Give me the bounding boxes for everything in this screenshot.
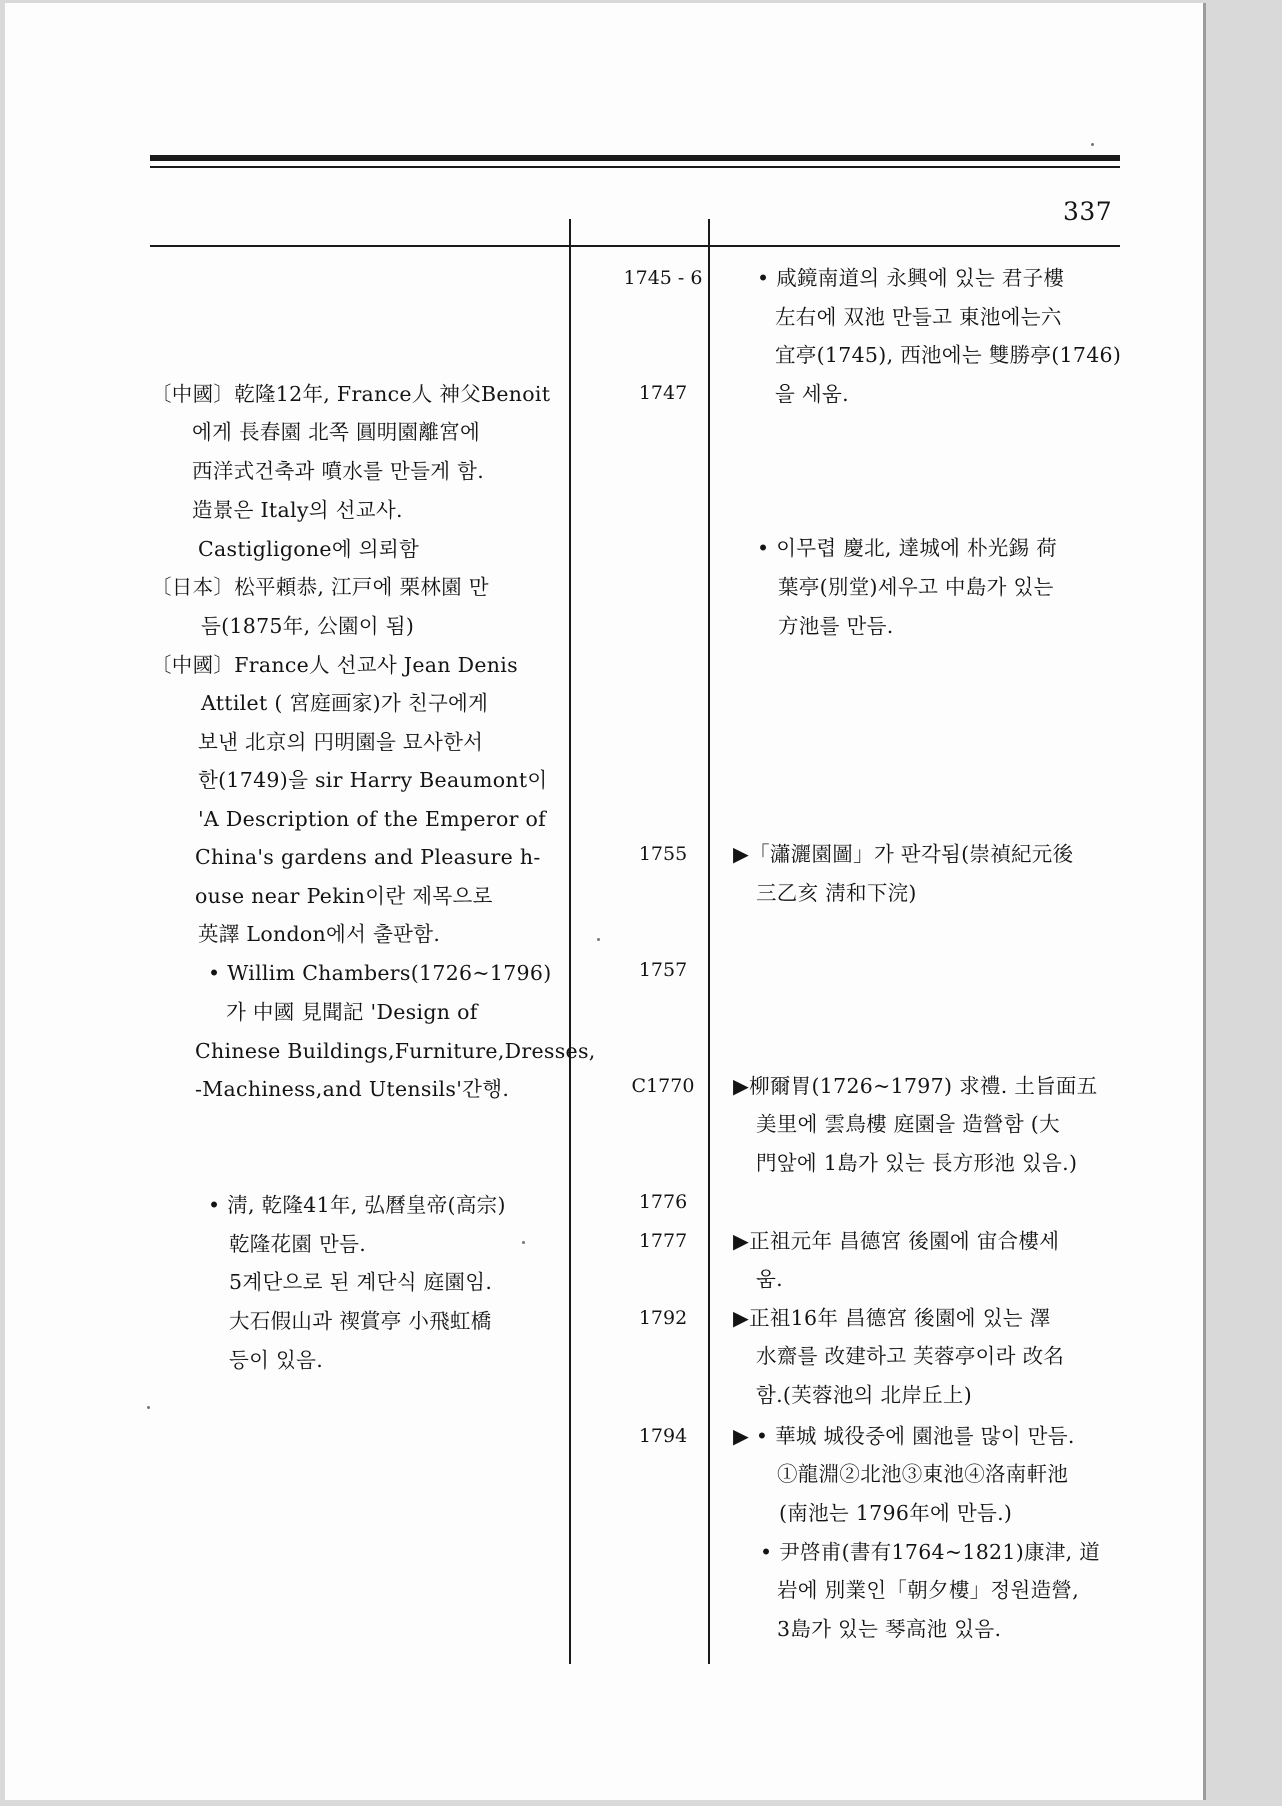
right-line: • 尹啓甫(書有1764~1821)康津, 道	[760, 1540, 1101, 1564]
right-line: • 咸鏡南道의 永興에 있는 君子樓	[757, 266, 1065, 290]
left-line: 〔中國〕乾隆12年, France人 神父Benoit	[151, 382, 551, 406]
year-cell: 1757	[638, 959, 688, 981]
left-line: 한(1749)을 sir Harry Beaumont이	[198, 768, 548, 792]
right-line: 움.	[756, 1267, 783, 1291]
year-cell: 1745 - 6	[623, 267, 703, 289]
scan-speck	[147, 1406, 150, 1409]
right-line: (南池는 1796年에 만듬.)	[779, 1501, 1013, 1525]
left-line: 5계단으로 된 계단식 庭園임.	[229, 1270, 493, 1294]
left-line: China's gardens and Pleasure h-	[195, 845, 541, 869]
right-line: ▶柳爾胃(1726~1797) 求禮. 土旨面五	[733, 1074, 1098, 1098]
right-line: ①龍淵②北池③東池④洛南軒池	[777, 1462, 1069, 1486]
table-top-rule	[150, 245, 1120, 247]
left-line: 乾隆花園 만듬.	[229, 1232, 367, 1256]
header-rule-thick	[150, 155, 1120, 161]
scan-speck	[1091, 143, 1094, 146]
left-line: 듬(1875年, 公園이 됨)	[201, 614, 415, 638]
right-line: ▶正祖16年 昌德宮 後園에 있는 澤	[733, 1306, 1051, 1330]
left-line: 〔日本〕松平頼恭, 江戸에 栗林園 만	[151, 575, 489, 599]
left-line: 造景은 Italy의 선교사.	[192, 498, 403, 522]
right-line: 三乙亥 淸和下浣)	[756, 881, 917, 905]
right-line: 宜亭(1745), 西池에는 雙勝亭(1746)	[775, 343, 1122, 367]
year-cell: 1755	[638, 843, 688, 865]
right-line: 3島가 있는 琴高池 있음.	[777, 1617, 1002, 1641]
scan-speck	[522, 1241, 525, 1244]
year-cell: 1777	[638, 1230, 688, 1252]
right-line: 함.(芙蓉池의 北岸丘上)	[756, 1383, 973, 1407]
right-line: 左右에 双池 만들고 東池에는六	[775, 305, 1062, 329]
right-line: • 이무렵 慶北, 達城에 朴光錫 荷	[757, 536, 1058, 560]
year-cell: C1770	[631, 1075, 695, 1097]
left-line: Castigligone에 의뢰함	[198, 537, 420, 561]
right-line: 水齋를 改建하고 芙蓉亭이라 改名	[756, 1344, 1065, 1368]
left-line: 〔中國〕France人 선교사 Jean Denis	[151, 653, 518, 677]
right-line: 門앞에 1島가 있는 長方形池 있음.)	[756, 1151, 1078, 1175]
right-line: ▶「瀟灑園圖」가 판각됨(崇禎紀元後	[733, 842, 1074, 866]
left-line: -Machiness,and Utensils'간행.	[195, 1077, 510, 1101]
right-line: 을 세움.	[775, 382, 849, 406]
right-line: ▶正祖元年 昌德宮 後園에 宙合樓세	[733, 1229, 1060, 1253]
year-cell: 1776	[638, 1191, 688, 1213]
left-line: • 淸, 乾隆41年, 弘曆皇帝(高宗)	[208, 1193, 506, 1217]
header-rule-thin	[150, 166, 1120, 168]
left-line: 'A Description of the Emperor of	[198, 807, 547, 831]
year-cell: 1747	[638, 382, 688, 404]
left-line: 등이 있음.	[229, 1348, 324, 1372]
left-line: ouse near Pekin이란 제목으로	[195, 884, 493, 908]
year-cell: 1792	[638, 1307, 688, 1329]
right-line: 岩에 別業인「朝夕樓」정원造營,	[777, 1578, 1080, 1602]
page-number: 337	[1063, 197, 1113, 226]
right-line: 方池를 만듬.	[778, 614, 894, 638]
column-divider-left	[569, 219, 571, 1664]
page	[5, 3, 1203, 1800]
left-line: • Willim Chambers(1726~1796)	[208, 961, 552, 985]
left-line: 에게 長春園 北쪽 圓明園離宮에	[192, 420, 481, 444]
scan-speck	[597, 938, 600, 941]
right-line: ▶ • 華城 城役중에 園池를 많이 만듬.	[733, 1424, 1075, 1448]
left-line: Chinese Buildings,Furniture,Dresses,	[195, 1039, 596, 1063]
left-line: Attilet ( 宮庭画家)가 친구에게	[201, 691, 489, 715]
right-line: 美里에 雲鳥樓 庭園을 造營함 (大	[756, 1112, 1060, 1136]
year-cell: 1794	[638, 1425, 688, 1447]
left-line: 보낸 北京의 円明園을 묘사한서	[198, 730, 484, 754]
right-line: 葉亭(別堂)세우고 中島가 있는	[778, 575, 1054, 599]
left-line: 英譯 London에서 출판함.	[198, 922, 441, 946]
left-line: 大石假山과 禊賞亭 小飛虹橋	[229, 1309, 492, 1333]
left-line: 가 中國 見聞記 'Design of	[226, 1000, 478, 1024]
left-line: 西洋式건축과 噴水를 만들게 함.	[192, 459, 485, 483]
